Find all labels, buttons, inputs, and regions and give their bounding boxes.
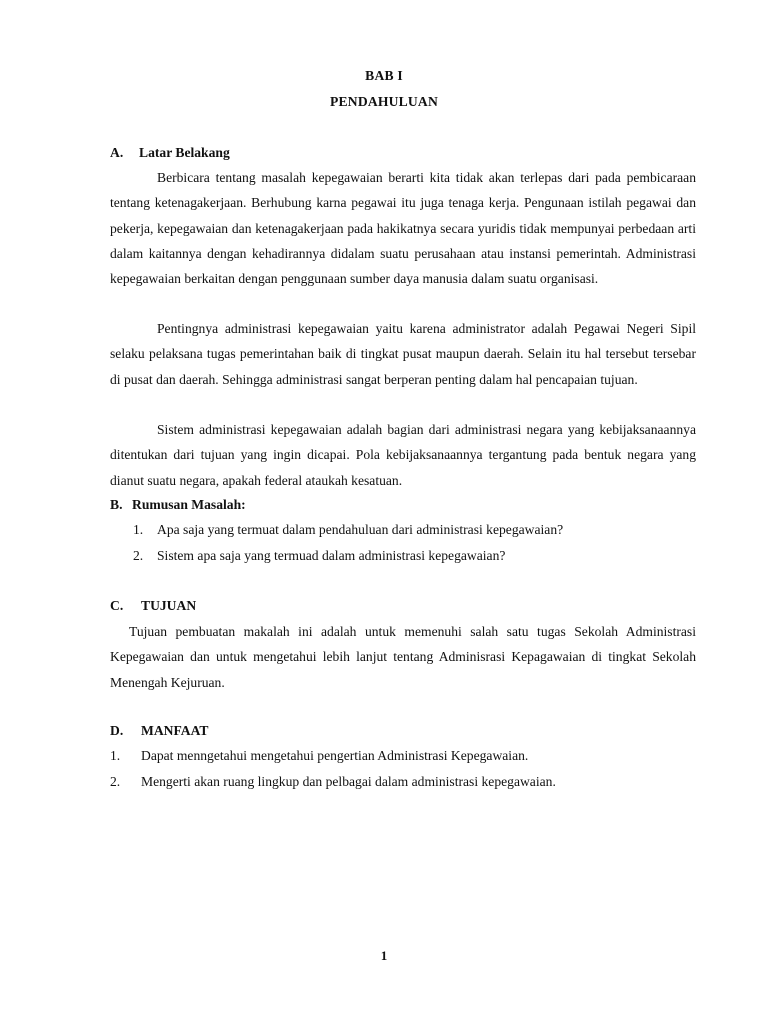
list-item-text: Dapat menngetahui mengetahui pengertian Administrasi Kepegawaian.	[141, 748, 529, 763]
list-item	[133, 522, 563, 538]
list-item-number: 2.	[133, 548, 144, 563]
list-item-number: 2.	[110, 774, 121, 789]
section-b-letter: B.	[110, 497, 123, 512]
section-c-paragraph: Tujuan pembuatan makalah ini adalah untuk memenuhi salah satu tugas Sekolah Administrasi Kepegawaian dan untuk mengetahui lebih lanjut tentang Adminisrasi Kepagawaian di tingkat Sekolah Menengah Kejuruan.	[110, 624, 696, 690]
section-c-letter: C.	[110, 598, 124, 613]
chapter-title: PENDAHULUAN	[330, 94, 438, 109]
list-item	[133, 548, 505, 564]
list-item	[110, 748, 528, 764]
section-a-letter: A.	[110, 145, 124, 160]
section-a-heading	[110, 145, 230, 161]
section-a-title: Latar Belakang	[139, 145, 230, 160]
section-d-letter: D.	[110, 723, 124, 738]
section-a-paragraph-1: Berbicara tentang masalah kepegawaian berarti kita tidak akan terlepas dari pada pembicaraan tentang ketenagakerjaan. Berhubung karna pegawai itu juga tenaga kerja. Pengunaan istilah pegawai dan pekerja, kepegawaian dan ketenagakerjaan pada hakikatnya secara yuridis tidak mempunyai perbedaan arti dalam kaitannya dengan kehadirannya didalam suatu perusahaan atau instansi pemerintah. Administrasi kepegawaian berkaitan dengan penggunaan sumber daya manusia dalam suatu organisasi.	[110, 170, 696, 287]
section-d-title: MANFAAT	[141, 723, 209, 738]
list-item-number: 1.	[133, 522, 144, 537]
section-d-heading	[110, 723, 208, 739]
list-item-text: Apa saja yang termuat dalam pendahuluan dari administrasi kepegawaian?	[157, 522, 564, 537]
section-b-title: Rumusan Masalah:	[132, 497, 246, 512]
list-item-text: Mengerti akan ruang lingkup dan pelbagai dalam administrasi kepegawaian.	[141, 774, 556, 789]
section-a-paragraph-2: Pentingnya administrasi kepegawaian yaitu karena administrator adalah Pegawai Negeri Sipil selaku pelaksana tugas pemerintahan baik di tingkat pusat maupun daerah. Selain itu hal tersebut tersebar di pusat dan daerah. Sehingga administrasi sangat berperan penting dalam hal pencapaian tujuan.	[110, 321, 696, 387]
list-item-text: Sistem apa saja yang termuad dalam administrasi kepegawaian?	[157, 548, 506, 563]
section-b-heading	[110, 497, 246, 513]
section-c-heading	[110, 598, 196, 614]
chapter-label: BAB I	[365, 68, 403, 83]
section-a-paragraph-3: Sistem administrasi kepegawaian adalah bagian dari administrasi negara yang kebijaksanaannya ditentukan dari tujuan yang ingin dicapai. Pola kebijaksanaannya tergantung pada bentuk negara yang dianut suatu negara, apakah federal ataukah kesatuan.	[110, 422, 696, 488]
list-item-number: 1.	[110, 748, 121, 763]
list-item	[110, 774, 556, 790]
section-c-title: TUJUAN	[141, 598, 197, 613]
page-number: 1	[380, 948, 388, 963]
